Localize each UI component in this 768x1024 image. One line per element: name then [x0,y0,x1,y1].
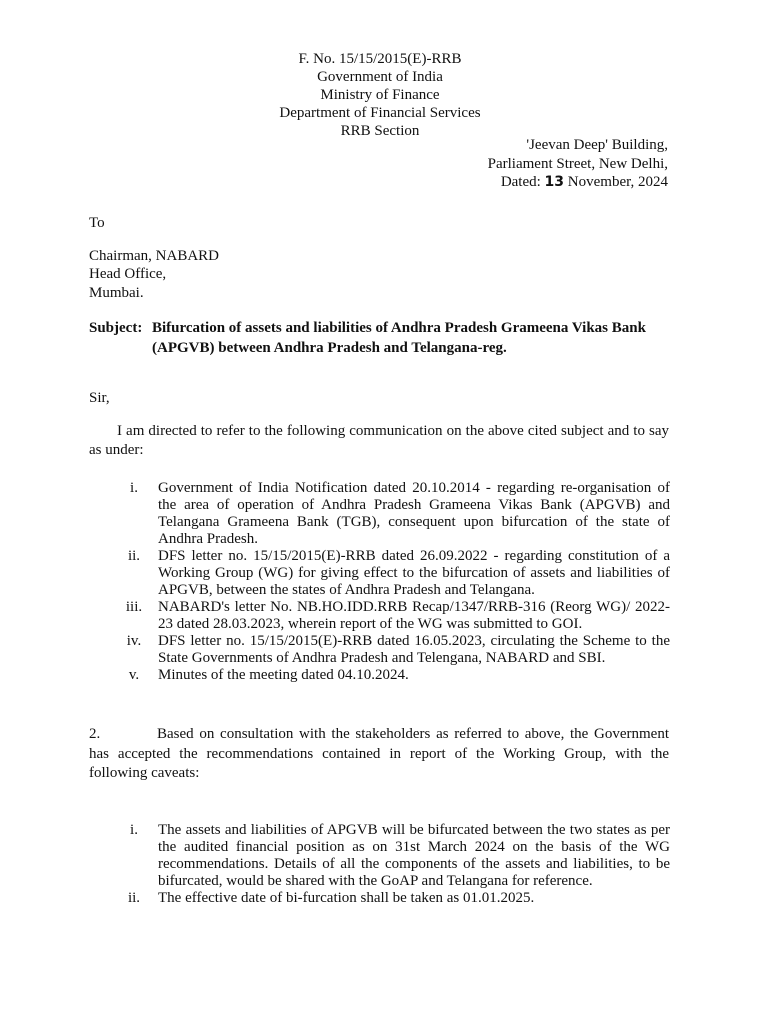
address-street: Parliament Street, New Delhi, [487,155,668,172]
recipient-office: Head Office, [89,266,167,282]
header-government: Government of India [317,69,443,85]
list-item: i. Government of India Notification dated 20.10.2014 - regarding re-organisation of the area of operation of Andhra Pradesh Grameena Vikas Bank (APGVB) and Telangana Grameena Bank (TGB), consequent upon bifurcation of the state of Andhra Pradesh. [130,480,670,547]
list-item: iii. NABARD's letter No. NB.HO.IDD.RRB Recap/1347/RRB-316 (Reorg WG)/ 2022-23 dated 28.03.2023, wherein report of the WG was submitted to GOI. [125,599,670,632]
subject-line-1: Bifurcation of assets and liabilities of Andhra Pradesh Grameena Vikas Bank [152,320,646,336]
recipient-block [89,214,219,302]
subject-line-2: (APGVB) between Andhra Pradesh and Telangana-reg. [152,340,507,356]
header-department: Department of Financial Services [279,105,481,121]
sender-address [488,136,668,192]
recipient-title: Chairman, NABARD [89,247,219,264]
salutation: Sir, [89,390,110,406]
address-building: 'Jeevan Deep' Building, [526,137,668,153]
reference-list [110,480,670,684]
list-item: v. Minutes of the meeting dated 04.10.2024. [128,667,409,683]
date-day-handwritten: 13 [544,174,565,190]
date-rest: November, 2024 [567,174,668,190]
list-item: ii. The effective date of bi-furcation shall be taken as 01.01.2025. [127,890,535,906]
letter-date [488,173,668,192]
header-section: RRB Section [340,123,420,139]
paragraph-1: I am directed to refer to the following communication on the above cited subject and to say as under: [89,423,669,458]
letter-header [180,50,580,140]
list-item: ii. DFS letter no. 15/15/2015(E)-RRB dated 26.09.2022 - regarding constitution of a Working Group (WG) for giving effect to the bifurcation of assets and liabilities of APGVB, between the states of Andhra Pradesh and Telangana. [127,548,670,598]
header-ministry: Ministry of Finance [320,87,440,103]
list-item: iv. DFS letter no. 15/15/2015(E)-RRB dated 16.05.2023, circulating the Scheme to the State Governments of Andhra Pradesh and Telengana, NABARD and SBI. [126,633,670,666]
list-item: i. The assets and liabilities of APGVB will be bifurcated between the two states as per the audited financial position as on 31st March 2024 on the basis of the WG recommendations. Details of all the components of the assets and liabilities, to be bifurcated, would be shared with the GoAP and Telangana for reference. [130,822,670,889]
file-number: F. No. 15/15/2015(E)-RRB [298,51,462,67]
recipient-city: Mumbai. [89,284,144,301]
paragraph-2 [89,725,669,784]
paragraph-2-text: Based on consultation with the stakeholders as referred to above, the Government has accepted the recommendations contained in report of the Working Group, with the following caveats: [89,726,669,781]
to-label: To [89,215,105,231]
subject-block [89,318,679,358]
paragraph-number: 2. [89,726,101,742]
subject-label: Subject: [89,320,143,336]
date-prefix: Dated: [500,174,541,190]
caveat-list [110,822,670,907]
